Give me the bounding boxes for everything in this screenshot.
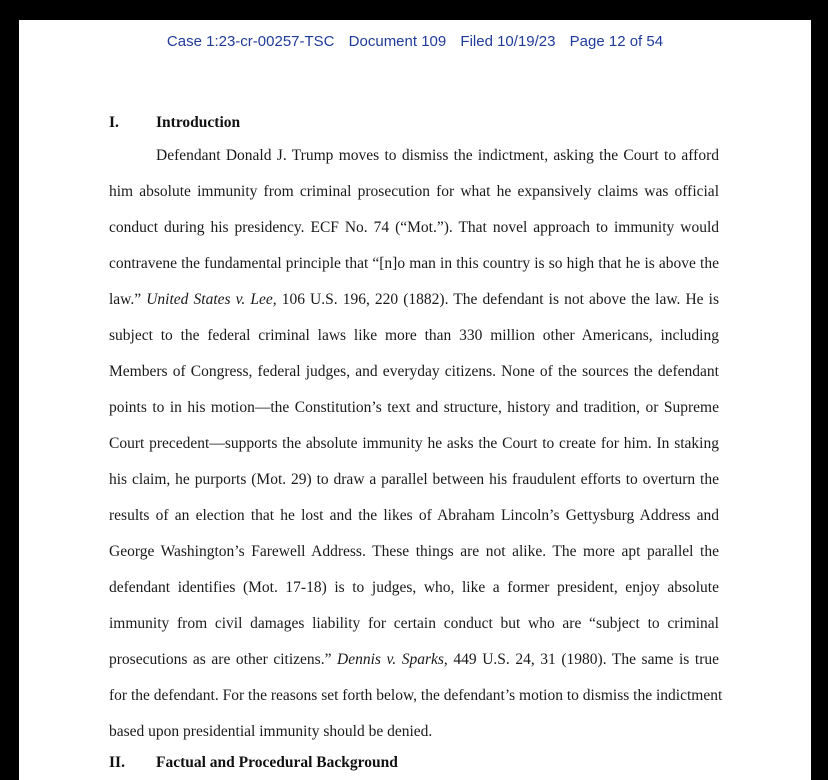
text-line: conduct during his presidency. ECF No. 74 (“Mot.”). That novel approach to immunity would: [109, 219, 719, 236]
next-section-number: II.: [109, 754, 125, 771]
text-line: contravene the fundamental principle that “[n]o man in this country is so high that he is above the: [109, 255, 719, 272]
text-line: subject to the federal criminal laws like more than 330 million other Americans, including: [109, 327, 719, 344]
next-section-title: Factual and Procedural Background: [156, 754, 398, 771]
text-line: for the defendant. For the reasons set forth below, the defendant’s motion to dismiss the indictment: [109, 687, 723, 704]
page-number: Page 12 of 54: [569, 33, 664, 50]
document-page: [19, 20, 811, 780]
text-line: law.” United States v. Lee, 106 U.S. 196, 220 (1882). The defendant is not above the law. He is: [109, 291, 719, 308]
section-title: Introduction: [156, 114, 241, 131]
case-number: Case 1:23-cr-00257-TSC: [166, 33, 335, 50]
text-line: defendant identifies (Mot. 17-18) is to judges, who, like a former president, enjoy absolute: [109, 579, 719, 596]
text-line: based upon presidential immunity should be denied.: [109, 723, 433, 740]
text-line: him absolute immunity from criminal prosecution for what he expansively claims was official: [109, 183, 719, 200]
text-line: points to in his motion—the Constitution’s text and structure, history and tradition, or Supreme: [109, 399, 719, 416]
text-line: Defendant Donald J. Trump moves to dismiss the indictment, asking the Court to afford: [156, 147, 719, 164]
case-citation: Dennis v. Sparks: [337, 651, 444, 668]
text-line: his claim, he purports (Mot. 29) to draw a parallel between his fraudulent efforts to overturn the: [109, 471, 719, 488]
filed-date: Filed 10/19/23: [460, 33, 556, 50]
document-number: Document 109: [348, 33, 447, 50]
text-line: immunity from civil damages liability for certain conduct but who are “subject to criminal: [109, 615, 719, 632]
case-citation: United States v. Lee: [146, 291, 273, 308]
text-line: prosecutions as are other citizens.” Dennis v. Sparks, 449 U.S. 24, 31 (1980). The same is true: [109, 651, 719, 668]
section-heading: [109, 114, 240, 132]
text-line: Members of Congress, federal judges, and everyday citizens. None of the sources the defendant: [109, 363, 719, 380]
page-header: [19, 33, 811, 50]
body-paragraph: [109, 138, 723, 750]
next-section-heading: [109, 754, 398, 772]
section-number: I.: [109, 114, 119, 131]
text-line: Court precedent—supports the absolute immunity he asks the Court to create for him. In staking: [109, 435, 719, 452]
text-line: George Washington’s Farewell Address. These things are not alike. The more apt parallel the: [109, 543, 719, 560]
text-line: results of an election that he lost and the likes of Abraham Lincoln’s Gettysburg Address and: [109, 507, 719, 524]
